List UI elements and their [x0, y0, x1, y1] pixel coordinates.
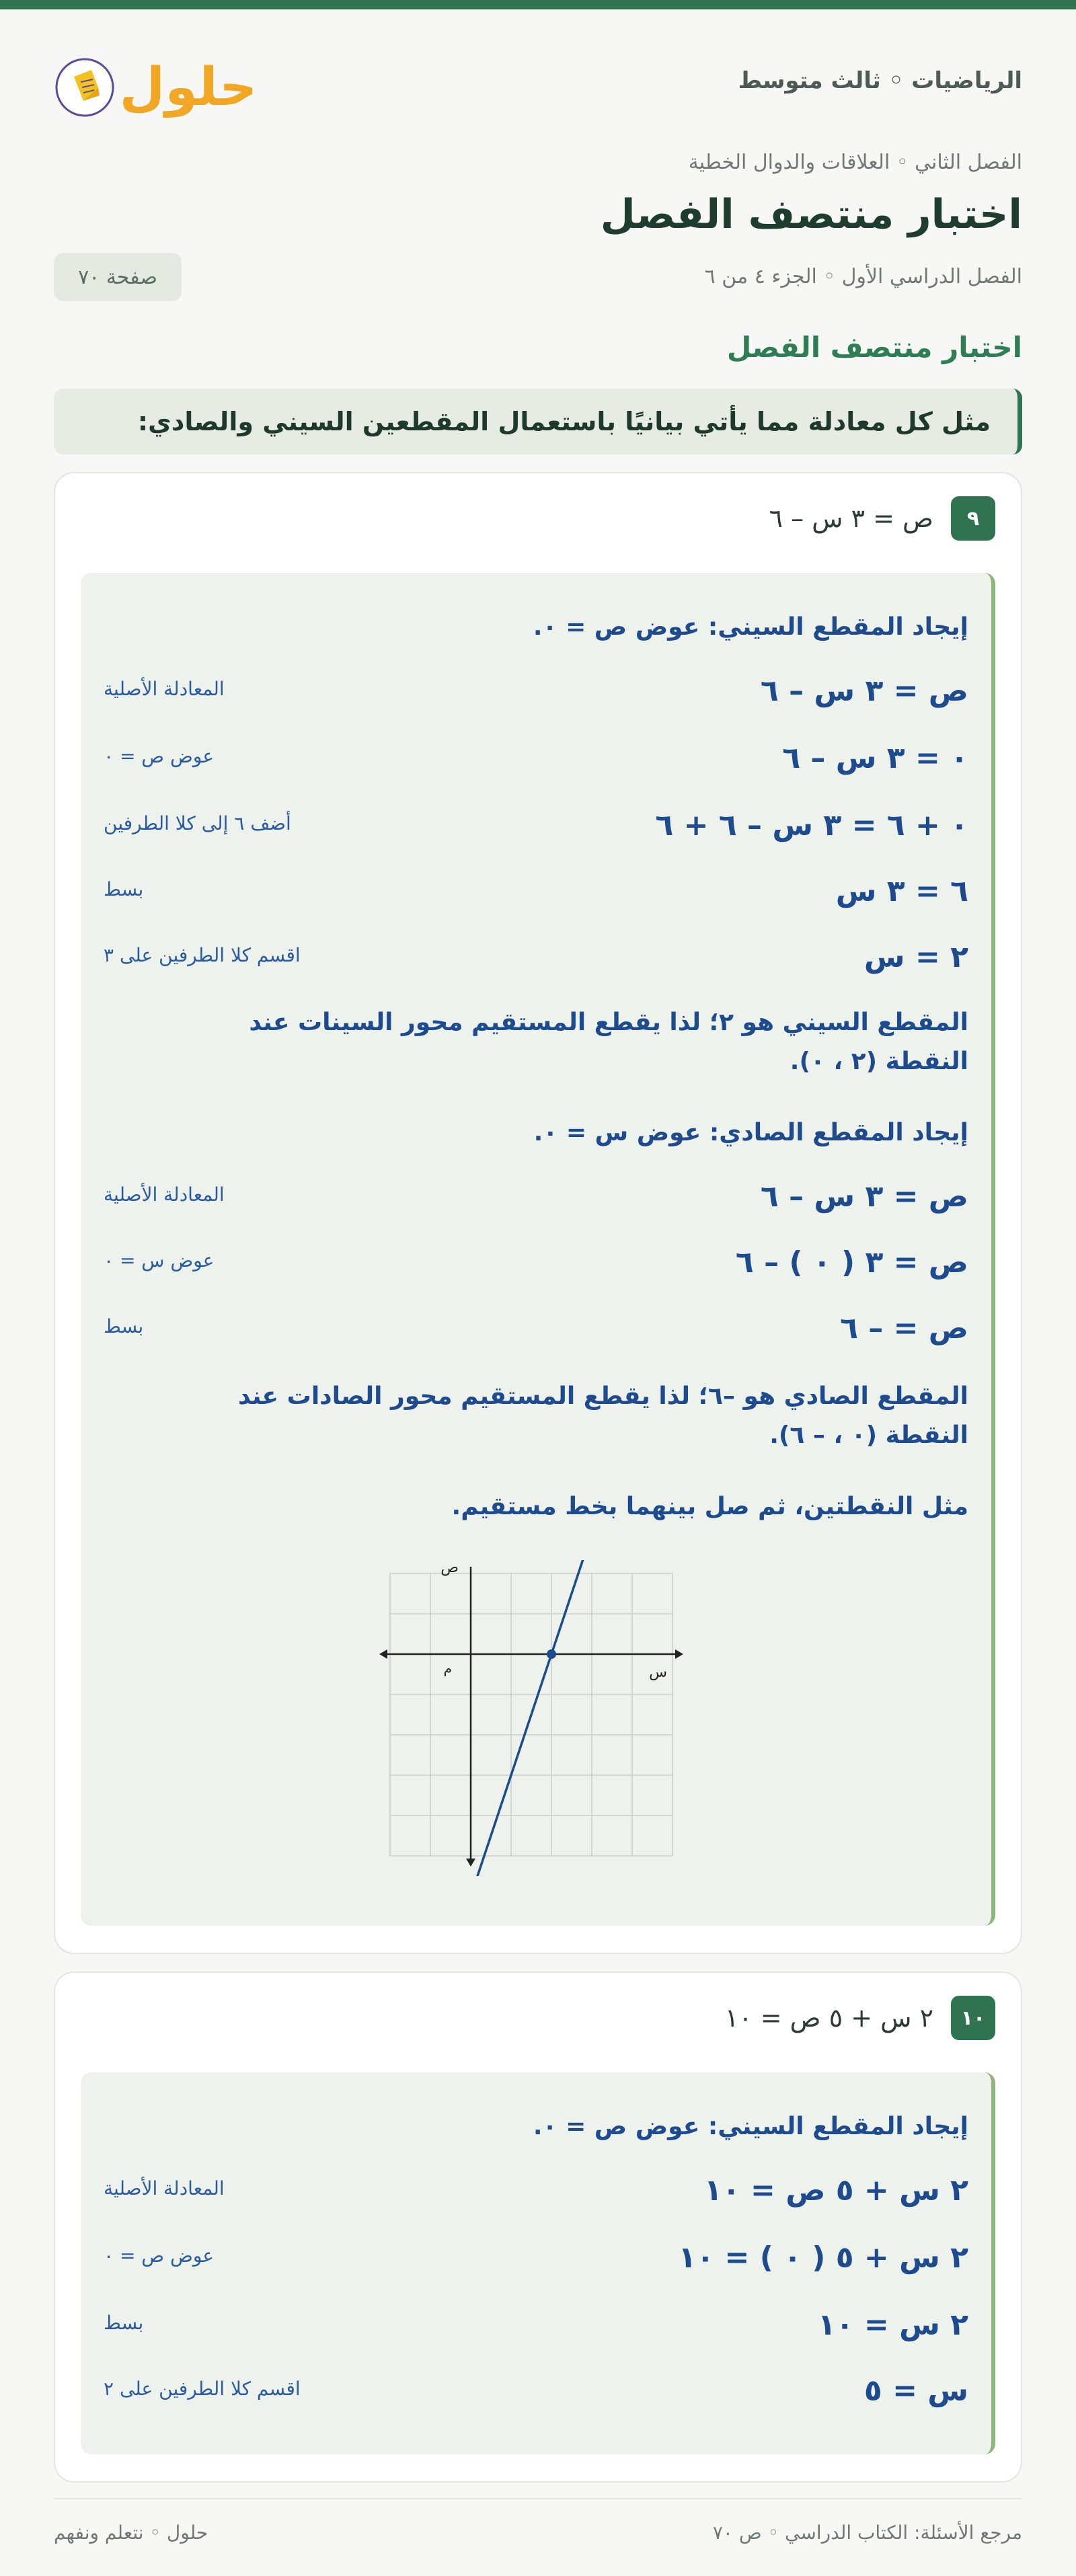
top-accent-bar [0, 0, 1076, 9]
step-note: بسط [104, 2312, 144, 2334]
subject-label: الرياضيات ◦ ثالث متوسط [738, 67, 1022, 94]
brand-logo[interactable] [54, 43, 256, 130]
step-note: المعادلة الأصلية [104, 2177, 225, 2199]
section-title: اختبار منتصف الفصل [726, 331, 1022, 364]
step-equation: ٠ = ٣ س – ٦ [782, 741, 968, 775]
instruction-text: مثل كل معادلة مما يأتي بيانيًا باستعمال المقطعين السيني والصادي: [137, 407, 991, 436]
step-equation: ص = – ٦ [840, 1311, 968, 1345]
question-card-10 [54, 1972, 1022, 2483]
question-equation: ص = ٣ س – ٦ [769, 504, 933, 533]
step-equation: س = ٥ [863, 2374, 968, 2408]
semester-meta: الفصل الدراسي الأول ◦ الجزء ٤ من ٦ [704, 265, 1022, 288]
step-note: اقسم كلا الطرفين على ٢ [104, 2378, 301, 2400]
step-note: المعادلة الأصلية [104, 1183, 225, 1206]
question-header [725, 1996, 995, 2040]
step-equation: ٦ = ٣ س [835, 874, 968, 908]
page [54, 9, 1022, 2408]
step-equation: ص = ٣ ( ٠ ) – ٦ [735, 1245, 968, 1280]
y-axis-label: ص [440, 1560, 459, 1576]
question-number: ٩ [951, 496, 995, 541]
x-axis-arrow-icon [675, 1649, 683, 1659]
intercept-point [547, 1649, 556, 1659]
step-note: عوض ص = ٠ [104, 2245, 215, 2267]
step-note: عوض س = ٠ [104, 1249, 215, 1272]
step-note: أضف ٦ إلى كلا الطرفين [104, 812, 291, 834]
step-equation: ٢ = س [863, 940, 968, 974]
page-number-badge: صفحة ٧٠ [54, 253, 182, 301]
y-axis-arrow-icon [466, 1859, 475, 1867]
svg-text:حلول: حلول [119, 57, 256, 118]
solution-panel [81, 2072, 995, 2454]
origin-label: م [443, 1660, 452, 1676]
page-header [54, 9, 1022, 151]
x-intercept-conclusion: المقطع السيني هو ٢؛ لذا يقطع المستقيم محور السينات عند النقطة (٢ ، ٠). [249, 1009, 968, 1075]
step-equation: ٢ س = ١٠ [817, 2308, 968, 2342]
step-equation: ٢ س + ٥ ص = ١٠ [704, 2173, 968, 2208]
question-equation: ٢ س + ٥ ص = ١٠ [724, 2003, 933, 2033]
page-title: اختبار منتصف الفصل [600, 191, 1022, 238]
step-note: عوض ص = ٠ [104, 745, 215, 767]
step-equation: ص = ٣ س – ٦ [760, 1179, 968, 1214]
x-axis-label: س [649, 1664, 667, 1681]
footer-divider [54, 2498, 1022, 2499]
step-note: اقسم كلا الطرفين على ٣ [104, 944, 301, 966]
step-note: المعادلة الأصلية [104, 678, 225, 700]
x-intercept-heading: إيجاد المقطع السيني: عوض ص = ٠. [533, 2113, 968, 2140]
question-number: ١٠ [951, 1996, 995, 2040]
footer-brand: حلول ◦ نتعلم ونفهم [54, 2522, 208, 2544]
intercept-graph [377, 1560, 686, 1876]
y-intercept-conclusion: المقطع الصادي هو –٦؛ لذا يقطع المستقيم محور الصادات عند النقطة (٠ ، – ٦). [238, 1382, 968, 1449]
x-intercept-heading: إيجاد المقطع السيني: عوض ص = ٠. [533, 613, 968, 641]
graph-instruction: مثل النقطتين، ثم صل بينهما بخط مستقيم. [451, 1493, 968, 1520]
question-header [769, 496, 995, 541]
step-equation: ٢ س + ٥ ( ٠ ) = ١٠ [678, 2240, 968, 2275]
footer-reference: مرجع الأسئلة: الكتاب الدراسي ◦ ص ٧٠ [712, 2522, 1022, 2544]
instruction-banner [54, 389, 1022, 455]
graph-line [455, 1560, 590, 1876]
step-equation: ٠ + ٦ = ٣ س – ٦ + ٦ [655, 808, 968, 843]
step-note: بسط [104, 878, 144, 900]
logo-icon [54, 43, 256, 130]
x-axis-arrow-icon [379, 1649, 387, 1659]
y-intercept-heading: إيجاد المقطع الصادي: عوض س = ٠. [533, 1119, 968, 1146]
step-equation: ص = ٣ س – ٦ [760, 674, 968, 708]
step-note: بسط [104, 1315, 144, 1337]
chapter-label: الفصل الثاني ◦ العلاقات والدوال الخطية [688, 151, 1022, 174]
